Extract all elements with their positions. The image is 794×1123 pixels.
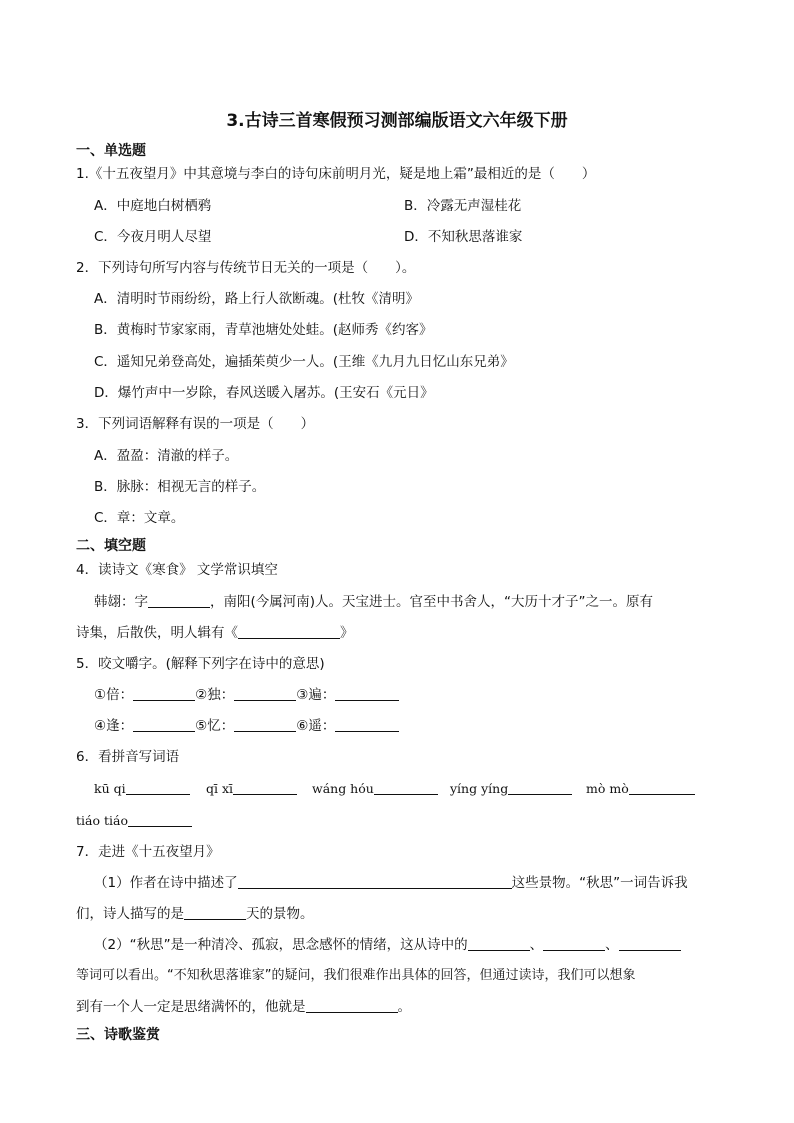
question-3-option-a: A．盈盈：清澈的样子。 (94, 448, 239, 464)
answer-blank[interactable] (148, 593, 210, 608)
question-7-part-2-line-1 (94, 935, 681, 955)
question-5-row-2 (94, 716, 399, 736)
pinyin-item (94, 779, 190, 799)
question-5-item: ⑤忆： (195, 718, 235, 734)
answer-blank[interactable] (233, 780, 297, 795)
question-2-option-c: C．遥知兄弟登高处，遍插茱萸少一人。(王维《九月九日忆山东兄弟》 (94, 354, 514, 370)
page-title: 3.古诗三首寒假预习测部编版语文六年级下册 (226, 111, 568, 131)
answer-blank[interactable] (619, 936, 681, 951)
pinyin-text: mò mò (586, 781, 629, 796)
question-1-option-c: C．今夜月明人尽望 (94, 229, 212, 245)
pinyin-text: kū qi (94, 781, 126, 796)
answer-blank[interactable] (133, 717, 195, 732)
question-1-option-d: D．不知秋思落谁家 (404, 229, 523, 245)
answer-blank[interactable] (335, 686, 399, 701)
question-7-part-1-line-1 (94, 873, 688, 893)
question-3-stem: 3．下列词语解释有误的一项是（ ） (76, 416, 315, 432)
question-5-item: ③遍： (296, 687, 336, 703)
question-7-text: （2）“秋思”是一种清冷、孤寂，思念感怀的情绪，这从诗中的 (94, 937, 468, 953)
answer-blank[interactable] (629, 780, 695, 795)
answer-blank[interactable] (374, 780, 438, 795)
question-7-part-1-line-2 (76, 904, 314, 924)
question-5-item: ②独： (195, 687, 235, 703)
question-5-stem: 5．咬文嚼字。(解释下列字在诗中的意思) (76, 656, 325, 672)
question-7-text: 这些景物。“秋思”一词告诉我 (511, 875, 688, 891)
question-5-item: ⑥遥： (296, 718, 336, 734)
answer-blank[interactable] (306, 998, 398, 1013)
question-2-option-b: B．黄梅时节家家雨，青草池塘处处蛙。(赵师秀《约客》 (94, 322, 433, 338)
question-1-stem: 1.《十五夜望月》中其意境与李白的诗句床前明月光，疑是地上霜”最相近的是（ ） (76, 166, 596, 182)
question-4-text: 》 (340, 625, 354, 641)
question-4-text: 诗集，后散佚，明人辑有《 (76, 625, 238, 641)
question-2-stem: 2．下列诗句所写内容与传统节日无关的一项是（ ）。 (76, 260, 416, 276)
question-7-text: 到有一个人一定是思绪满怀的，他就是 (76, 999, 306, 1015)
question-2-option-d: D．爆竹声中一岁除，春风送暖入屠苏。(王安石《元日》 (94, 385, 434, 401)
answer-blank[interactable] (238, 624, 340, 639)
pinyin-text: qī xī (206, 781, 234, 796)
section-heading-single-choice: 一、单选题 (76, 143, 146, 159)
answer-blank[interactable] (126, 780, 190, 795)
separator-text: 、 (529, 937, 544, 953)
answer-blank[interactable] (238, 874, 512, 889)
section-heading-fill-blank: 二、填空题 (76, 538, 146, 554)
answer-blank[interactable] (234, 686, 296, 701)
question-1-option-a: A．中庭地白树栖鸦 (94, 198, 212, 214)
answer-blank[interactable] (128, 812, 192, 827)
pinyin-text: yíng yíng (450, 781, 509, 796)
question-4-text: 韩翃：字 (94, 594, 148, 610)
question-7-text: 。 (397, 999, 411, 1015)
answer-blank[interactable] (543, 936, 605, 951)
question-5-row-1 (94, 685, 399, 705)
answer-blank[interactable] (133, 686, 195, 701)
question-7-text: （1）作者在诗中描述了 (94, 875, 238, 891)
question-5-item: ④逢： (94, 718, 134, 734)
answer-blank[interactable] (468, 936, 530, 951)
question-4-line-1 (94, 592, 653, 612)
question-5-item: ①倍： (94, 687, 134, 703)
question-3-option-b: B．脉脉：相视无言的样子。 (94, 479, 266, 495)
answer-blank[interactable] (335, 717, 399, 732)
pinyin-text: wáng hóu (312, 781, 374, 796)
question-3-option-c: C．章：文章。 (94, 510, 185, 526)
pinyin-item (450, 779, 572, 799)
question-7-stem: 7．走进《十五夜望月》 (76, 844, 220, 860)
question-4-line-2 (76, 623, 354, 643)
question-7-text: 们，诗人描写的是 (76, 906, 184, 922)
question-7-part-2-line-3 (76, 997, 411, 1017)
answer-blank[interactable] (184, 905, 246, 920)
pinyin-item (586, 779, 695, 799)
question-4-stem: 4．读诗文《寒食》 文学常识填空 (76, 562, 278, 578)
pinyin-text: tiáo tiáo (76, 813, 128, 828)
question-4-text: ，南阳(今属河南)人。天宝进士。官至中书舍人，“大历十才子”之一。原有 (210, 594, 654, 610)
pinyin-item (76, 811, 192, 831)
answer-blank[interactable] (234, 717, 296, 732)
pinyin-item (312, 779, 438, 799)
section-heading-poetry-appreciation: 三、诗歌鉴赏 (76, 1027, 160, 1043)
question-7-text: 天的景物。 (246, 906, 314, 922)
question-6-stem: 6．看拼音写词语 (76, 749, 180, 765)
answer-blank[interactable] (508, 780, 572, 795)
separator-text: 、 (605, 937, 619, 953)
pinyin-item (206, 779, 297, 799)
question-1-option-b: B．冷露无声湿桂花 (404, 198, 522, 214)
question-2-option-a: A．清明时节雨纷纷，路上行人欲断魂。(杜牧《清明》 (94, 291, 420, 307)
question-7-part-2-line-2: 等词可以看出。“不知秋思落谁家”的疑问，我们很难作出具体的回答，但通过读诗，我们可以想象 (76, 968, 636, 983)
